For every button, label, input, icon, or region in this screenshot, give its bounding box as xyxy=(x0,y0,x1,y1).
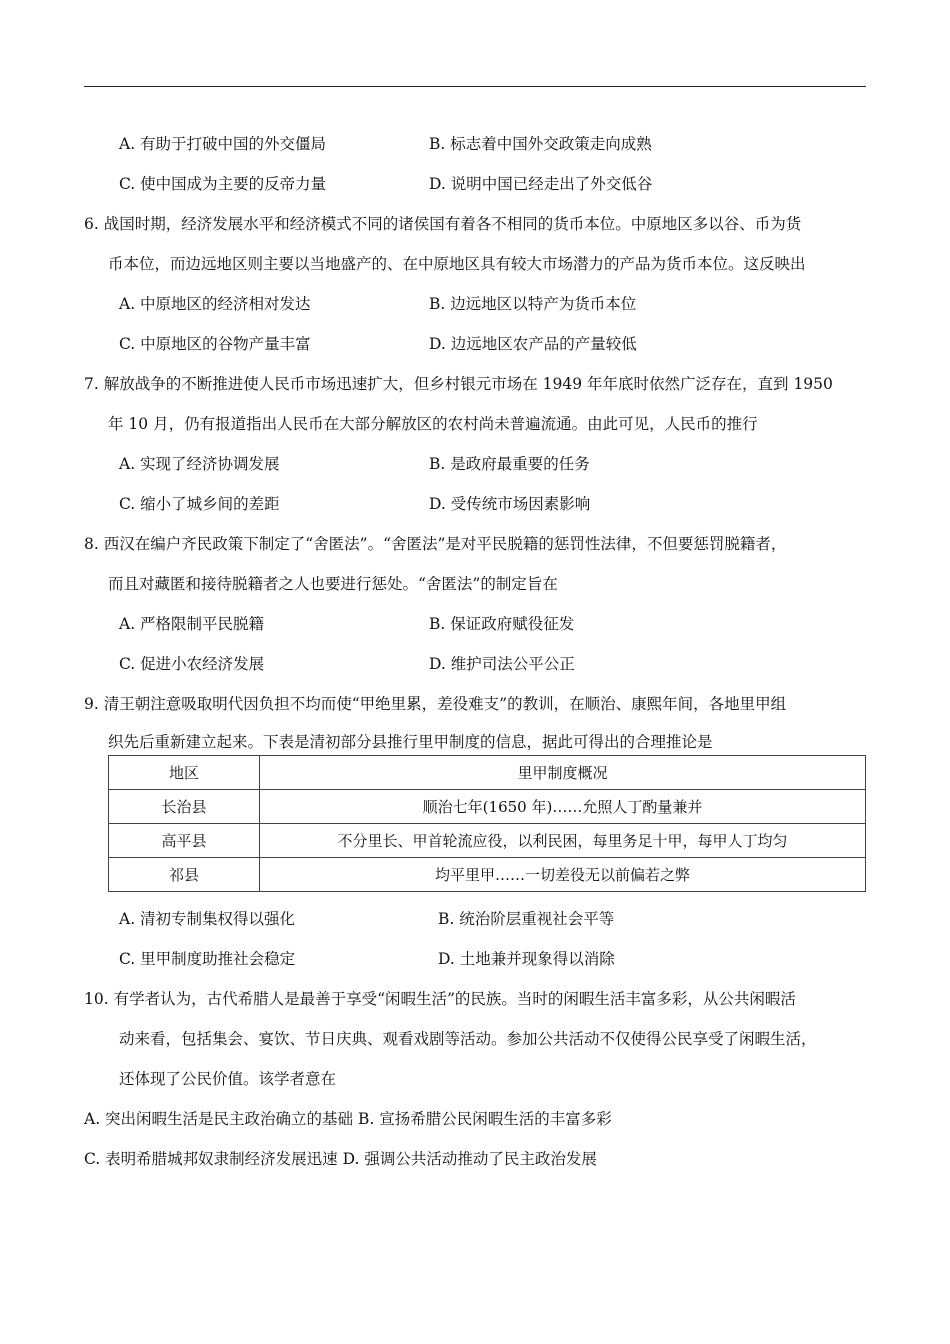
q7-stem-line2: 年 10 月，仍有报道指出人民币在大部分解放区的农村尚未普遍流通。由此可见，人民币的推行 xyxy=(108,415,758,433)
lijia-table xyxy=(108,755,866,892)
table-header-overview: 里甲制度概况 xyxy=(260,756,866,790)
q6-option-d: D. 边远地区农产品的产量较低 xyxy=(429,335,637,353)
q9-option-a: A. 清初专制集权得以强化 xyxy=(119,910,296,928)
table-header-row xyxy=(109,756,866,790)
q8-stem-line1: 8. 西汉在编户齐民政策下制定了“舍匿法”。“舍匿法”是对平民脱籍的惩罚性法律，不但要惩罚脱籍者， xyxy=(84,535,787,553)
q5-option-b: B. 标志着中国外交政策走向成熟 xyxy=(429,135,652,153)
table-cell-region: 长治县 xyxy=(109,790,260,824)
table-cell-region: 祁县 xyxy=(109,858,260,892)
q10-stem-line1: 10. 有学者认为，古代希腊人是最善于享受“闲暇生活”的民族。当时的闲暇生活丰富多彩，从公共闲暇活 xyxy=(84,990,796,1008)
q7-option-a: A. 实现了经济协调发展 xyxy=(119,455,280,473)
table-cell-overview: 均平里甲……一切差役无以前偏若之弊 xyxy=(260,858,866,892)
table-row xyxy=(109,790,866,824)
q7-option-c: C. 缩小了城乡间的差距 xyxy=(119,495,280,513)
table-cell-overview: 顺治七年(1650 年)……允照人丁酌量兼并 xyxy=(260,790,866,824)
q8-stem-line2: 而且对藏匿和接待脱籍者之人也要进行惩处。“舍匿法”的制定旨在 xyxy=(108,575,558,593)
q9-stem-line2: 织先后重新建立起来。下表是清初部分县推行里甲制度的信息，据此可得出的合理推论是 xyxy=(108,733,713,751)
q7-option-d: D. 受传统市场因素影响 xyxy=(429,495,591,513)
q6-option-a: A. 中原地区的经济相对发达 xyxy=(119,295,311,313)
q6-option-c: C. 中原地区的谷物产量丰富 xyxy=(119,335,311,353)
q6-stem-line2: 币本位，而边远地区则主要以当地盛产的、在中原地区具有较大市场潜力的产品为货币本位。这反映出 xyxy=(108,255,806,273)
q6-option-b: B. 边远地区以特产为货币本位 xyxy=(429,295,637,313)
table-header-region: 地区 xyxy=(109,756,260,790)
q5-option-d: D. 说明中国已经走出了外交低谷 xyxy=(429,175,653,193)
q10-stem-line2: 动来看，包括集会、宴饮、节日庆典、观看戏剧等活动。参加公共活动不仅使得公民享受了闲暇生活， xyxy=(119,1030,817,1048)
q8-option-b: B. 保证政府赋役征发 xyxy=(429,615,575,633)
q9-option-d: D. 土地兼并现象得以消除 xyxy=(438,950,615,968)
q10-options-ab: A. 突出闲暇生活是民主政治确立的基础 B. 宣扬希腊公民闲暇生活的丰富多彩 xyxy=(84,1110,612,1128)
table-row xyxy=(109,824,866,858)
q8-option-a: A. 严格限制平民脱籍 xyxy=(119,615,265,633)
q7-option-b: B. 是政府最重要的任务 xyxy=(429,455,590,473)
q8-option-d: D. 维护司法公平公正 xyxy=(429,655,575,673)
q9-option-b: B. 统治阶层重视社会平等 xyxy=(438,910,615,928)
table-row xyxy=(109,858,866,892)
q9-option-c: C. 里甲制度助推社会稳定 xyxy=(119,950,296,968)
q10-stem-line3: 还体现了公民价值。该学者意在 xyxy=(119,1070,337,1088)
q8-option-c: C. 促进小农经济发展 xyxy=(119,655,265,673)
q5-option-c: C. 使中国成为主要的反帝力量 xyxy=(119,175,327,193)
q10-options-cd: C. 表明希腊城邦奴隶制经济发展迅速 D. 强调公共活动推动了民主政治发展 xyxy=(84,1150,597,1168)
q6-stem-line1: 6. 战国时期，经济发展水平和经济模式不同的诸侯国有着各不相同的货币本位。中原地区多以谷、币为货 xyxy=(84,215,802,233)
header-rule xyxy=(84,86,866,87)
q5-option-a: A. 有助于打破中国的外交僵局 xyxy=(119,135,327,153)
table-cell-overview: 不分里长、甲首轮流应役，以利民困，每里务足十甲，每甲人丁均匀 xyxy=(260,824,866,858)
q7-stem-line1: 7. 解放战争的不断推进使人民币市场迅速扩大，但乡村银元市场在 1949 年年底时依然广泛存在，直到 1950 xyxy=(84,375,833,393)
table-cell-region: 高平县 xyxy=(109,824,260,858)
q9-stem-line1: 9. 清王朝注意吸取明代因负担不均而使“甲绝里累，差役难支”的教训，在顺治、康熙年间，各地里甲组 xyxy=(84,695,787,713)
